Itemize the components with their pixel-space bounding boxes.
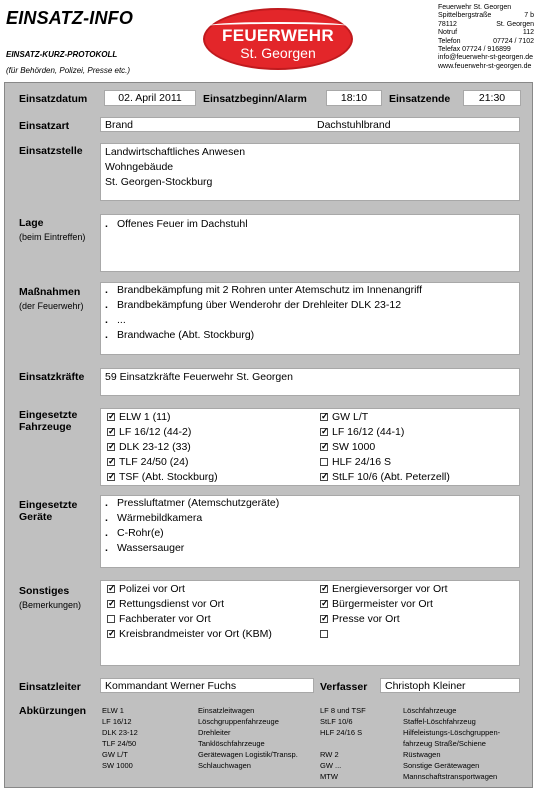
geraete-item: . Wärmebildkamera <box>105 512 203 524</box>
page-title: EINSATZ-INFO <box>6 8 134 28</box>
fahrzeug-label: LF 16/12 (44-2) <box>119 426 192 438</box>
einsatzstelle-line: St. Georgen-Stockburg <box>105 176 213 188</box>
fahrzeug-label: ELW 1 (11) <box>119 411 171 423</box>
contact-address-block <box>438 4 534 71</box>
sonstiges-checkbox[interactable] <box>107 615 115 623</box>
address-website[interactable]: www.feuerwehr-st-georgen.de <box>438 62 532 70</box>
abbr-entry: Einsatzleitwagen <box>198 706 255 715</box>
fire-brigade-logo <box>203 8 353 70</box>
fahrzeug-label: DLK 23-12 (33) <box>119 441 191 453</box>
einsatzdatum-field[interactable]: 02. April 2011 <box>104 90 196 106</box>
abbr-entry: StLF 10/6 <box>320 717 353 726</box>
fahrzeuge-right-column <box>320 411 450 486</box>
page-subtitle: EINSATZ-KURZ-PROTOKOLL <box>6 50 118 59</box>
fahrzeug-checkbox[interactable] <box>107 428 115 436</box>
fahrzeug-checkbox[interactable] <box>320 458 328 466</box>
sonstiges-label: Kreisbrandmeister vor Ort (KBM) <box>119 628 272 640</box>
abbr-entry: Mannschaftstransportwagen <box>403 772 498 781</box>
abbr-entry: Schlauchwagen <box>198 761 251 770</box>
sonstiges-label: Presse vor Ort <box>332 613 400 625</box>
sonstiges-item <box>107 628 272 643</box>
sonstiges-checkbox[interactable] <box>107 600 115 608</box>
fahrzeug-checkbox[interactable] <box>320 443 328 451</box>
einsatzleiter-label: Einsatzleiter <box>19 681 81 693</box>
einsatzleiter-value: Kommandant Werner Fuchs <box>105 680 237 692</box>
massnahmen-field[interactable] <box>100 282 520 355</box>
sonstiges-item <box>320 583 448 598</box>
abbr-entry: GW L/T <box>102 750 128 759</box>
fahrzeug-label: SW 1000 <box>332 441 376 453</box>
einsatzkraefte-value: 59 Einsatzkräfte Feuerwehr St. Georgen <box>105 371 293 383</box>
geraete-item: . Wassersauger <box>105 542 185 554</box>
sonstiges-checkbox[interactable] <box>320 630 328 638</box>
abbr-entry: Tanklöschfahrzeuge <box>198 739 265 748</box>
sonstiges-checkbox[interactable] <box>107 585 115 593</box>
address-email[interactable]: info@feuerwehr-st-georgen.de <box>438 54 534 62</box>
abbr-entry <box>320 738 366 749</box>
address-row: Telefax 07724 / 916899 <box>438 46 511 54</box>
verfasser-field[interactable] <box>380 678 520 693</box>
abbr-entry: Sonstige Gerätewagen <box>403 761 480 770</box>
einsatzstelle-field[interactable] <box>100 143 520 201</box>
sonstiges-item <box>107 583 272 598</box>
einsatzstelle-line: Landwirtschaftliches Anwesen <box>105 146 246 158</box>
page-header <box>0 0 537 82</box>
abbr-entry: TLF 24/50 <box>102 739 137 748</box>
abkuerzungen-label: Abkürzungen <box>19 705 87 717</box>
lage-item: . Offenes Feuer im Dachstuhl <box>105 218 248 230</box>
geraete-item: . Pressluftatmer (Atemschutzgeräte) <box>105 497 280 509</box>
sonstiges-left-column <box>107 583 272 643</box>
abbr-entry: Gerätewagen Logistik/Transp. <box>198 750 298 759</box>
fahrzeuge-label: Eingesetzte Fahrzeuge <box>19 409 78 433</box>
fahrzeug-label: GW L/T <box>332 411 369 423</box>
abbr-entry: Löschfahrzeuge <box>403 706 457 715</box>
abbr-entry: GW ... <box>320 761 342 770</box>
fahrzeug-label: TSF (Abt. Stockburg) <box>119 471 218 483</box>
sonstiges-checkbox[interactable] <box>320 615 328 623</box>
sonstiges-label: Fachberater vor Ort <box>119 613 211 625</box>
lage-label: Lage (beim Eintreffen) <box>19 217 86 242</box>
sonstiges-item <box>107 598 272 613</box>
fahrzeug-label: LF 16/12 (44-1) <box>332 426 405 438</box>
abbr-entry: ELW 1 <box>102 706 124 715</box>
fahrzeug-checkbox[interactable] <box>107 473 115 481</box>
einsatzdatum-label: Einsatzdatum <box>19 93 88 105</box>
sonstiges-label: Bürgermeister vor Ort <box>332 598 433 610</box>
lage-sublabel: (beim Eintreffen) <box>19 232 86 242</box>
sonstiges-item <box>320 628 448 643</box>
sonstiges-field <box>100 580 520 666</box>
sonstiges-label: Energieversorger vor Ort <box>332 583 448 595</box>
massnahmen-item: . Brandwache (Abt. Stockburg) <box>105 329 255 341</box>
fahrzeug-item <box>320 411 450 426</box>
sonstiges-item <box>107 613 272 628</box>
sonstiges-label: Sonstiges (Bemerkungen) <box>19 585 82 610</box>
einsatzkraefte-label: Einsatzkräfte <box>19 371 85 383</box>
sonstiges-label: Rettungsdienst vor Ort <box>119 598 225 610</box>
protocol-form <box>4 82 533 788</box>
abbr-entry: fahrzeug Straße/Schiene <box>403 739 486 748</box>
geraete-item: . C-Rohr(e) <box>105 527 164 539</box>
fahrzeug-item <box>320 426 450 441</box>
abbr-entry: Drehleiter <box>198 728 231 737</box>
fahrzeug-item <box>107 411 218 426</box>
fahrzeug-item <box>107 471 218 486</box>
logo-text-st-georgen: St. Georgen <box>240 45 316 61</box>
fahrzeug-checkbox[interactable] <box>320 428 328 436</box>
einsatzende-label: Einsatzende <box>389 93 451 105</box>
address-row: Notruf 112 <box>438 29 534 37</box>
abbr-entry: Staffel-Löschfahrzeug <box>403 717 476 726</box>
fahrzeug-checkbox[interactable] <box>107 413 115 421</box>
fahrzeug-item <box>107 426 218 441</box>
abbr-entry: MTW <box>320 772 338 781</box>
sonstiges-sublabel: (Bemerkungen) <box>19 600 82 610</box>
verfasser-label: Verfasser <box>320 681 368 693</box>
sonstiges-label: Polizei vor Ort <box>119 583 185 595</box>
einsatzbeginn-field[interactable]: 18:10 <box>326 90 382 106</box>
fahrzeuge-field <box>100 408 520 486</box>
abbr-entry: Rüstwagen <box>403 750 441 759</box>
address-row: Spittelbergstraße 7 b <box>438 12 534 20</box>
einsatzart-detail-value: Dachstuhlbrand <box>317 119 391 131</box>
verfasser-value: Christoph Kleiner <box>385 680 466 692</box>
abbr-entry: HLF 24/16 S <box>320 728 363 737</box>
logo-text-feuerwehr: FEUERWEHR <box>222 26 334 45</box>
address-row: Telefon 07724 / 7102 <box>438 37 534 45</box>
abbr-col-terms-2 <box>403 705 500 782</box>
page-subtitle-audience: (für Behörden, Polizei, Presse etc.) <box>6 66 131 75</box>
abbr-col-codes-2 <box>320 705 366 782</box>
fahrzeug-checkbox[interactable] <box>107 458 115 466</box>
sonstiges-checkbox[interactable] <box>107 630 115 638</box>
fahrzeug-label: StLF 10/6 (Abt. Peterzell) <box>332 471 450 483</box>
massnahmen-item: . Brandbekämpfung über Wenderohr der Drehleiter DLK 23-12 <box>105 299 402 311</box>
sonstiges-item <box>320 613 448 628</box>
einsatzleiter-field[interactable] <box>100 678 314 693</box>
einsatzart-label: Einsatzart <box>19 120 70 132</box>
sonstiges-checkbox[interactable] <box>320 585 328 593</box>
abbr-col-codes-1 <box>102 705 138 771</box>
fahrzeug-label: TLF 24/50 (24) <box>119 456 189 468</box>
lage-field[interactable] <box>100 214 520 272</box>
fahrzeug-checkbox[interactable] <box>107 443 115 451</box>
fahrzeug-item <box>107 456 218 471</box>
fahrzeug-item <box>320 441 450 456</box>
abbr-entry: LF 16/12 <box>102 717 132 726</box>
massnahmen-item: . Brandbekämpfung mit 2 Rohren unter Atemschutz im Innenangriff <box>105 284 423 296</box>
fahrzeug-item <box>107 441 218 456</box>
sonstiges-item <box>320 598 448 613</box>
abbr-entry: RW 2 <box>320 750 339 759</box>
einsatzende-field[interactable]: 21:30 <box>463 90 521 106</box>
geraete-label: Eingesetzte Geräte <box>19 499 78 523</box>
fahrzeug-item <box>320 456 450 471</box>
address-row: 78112 St. Georgen <box>438 20 534 28</box>
sonstiges-checkbox[interactable] <box>320 600 328 608</box>
abbr-col-terms-1 <box>198 705 298 771</box>
fahrzeug-checkbox[interactable] <box>320 413 328 421</box>
abbr-entry: Hilfeleistungs-Löschgruppen- <box>403 728 501 737</box>
abbr-entry: DLK 23-12 <box>102 728 138 737</box>
abbr-entry: Löschgruppenfahrzeuge <box>198 717 279 726</box>
einsatzart-value: Brand <box>105 119 134 131</box>
massnahmen-label: Maßnahmen (der Feuerwehr) <box>19 286 84 311</box>
einsatzkraefte-field[interactable] <box>100 368 520 396</box>
geraete-field[interactable] <box>100 495 520 568</box>
einsatzart-field[interactable] <box>100 117 520 132</box>
fahrzeuge-left-column <box>107 411 218 486</box>
address-row: Feuerwehr St. Georgen <box>438 4 512 11</box>
fahrzeug-checkbox[interactable] <box>320 473 328 481</box>
fahrzeug-item <box>320 471 450 486</box>
abbr-entry: SW 1000 <box>102 761 133 770</box>
einsatzstelle-label: Einsatzstelle <box>19 145 83 157</box>
einsatzbeginn-label: Einsatzbeginn/Alarm <box>203 93 307 105</box>
einsatzstelle-line: Wohngebäude <box>105 161 174 173</box>
massnahmen-item: . ... <box>105 314 126 326</box>
massnahmen-sublabel: (der Feuerwehr) <box>19 301 84 311</box>
sonstiges-right-column <box>320 583 448 643</box>
abbr-entry: LF 8 und TSF <box>320 706 366 715</box>
fahrzeug-label: HLF 24/16 S <box>332 456 391 468</box>
